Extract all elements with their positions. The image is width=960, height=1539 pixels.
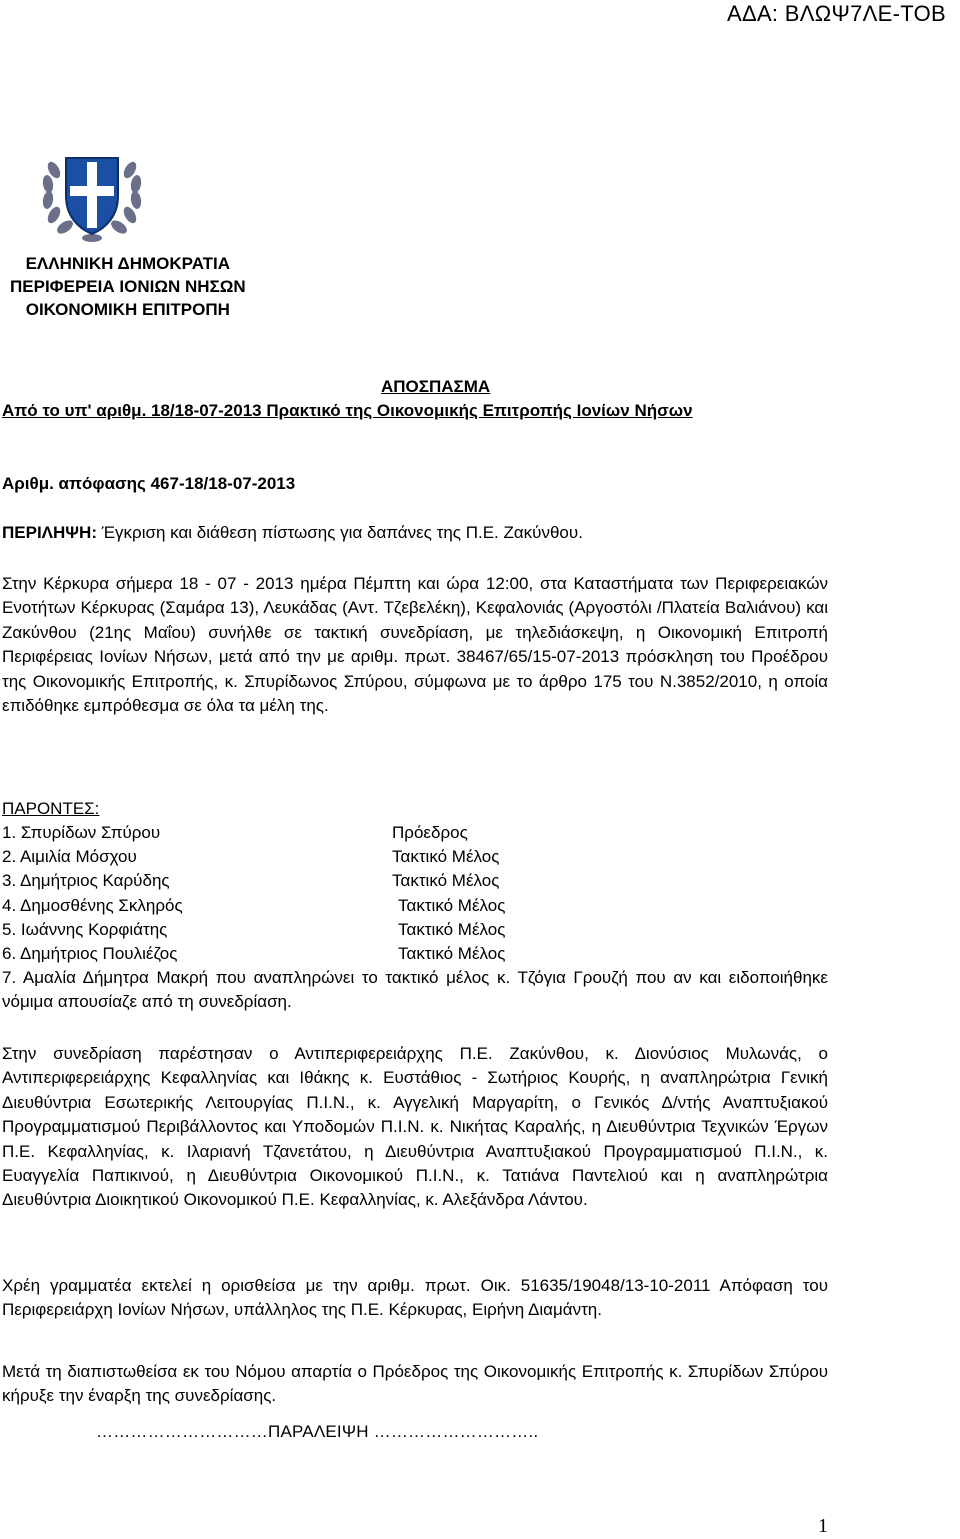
member-name: 5. Ιωάννης Κορφιάτης [2, 920, 168, 939]
greek-coat-of-arms-icon [36, 140, 148, 248]
present-heading: ΠΑΡΟΝΤΕΣ: [2, 799, 100, 818]
summary-text: Έγκριση και διάθεση πίστωσης για δαπάνες της Π.Ε. Ζακύνθου. [97, 523, 583, 542]
issuer-line-committee: ΟΙΚΟΝΟΜΙΚΗ ΕΠΙΤΡΟΠΗ [25, 300, 230, 319]
ada-code: ΑΔΑ: ΒΛΩΨ7ΛΕ-ΤΟΒ [726, 1, 946, 26]
decision-number: Αριθμ. απόφασης 467-18/18-07-2013 [2, 474, 296, 493]
member-seven: 7. Αμαλία Δήμητρα Μακρή που αναπληρώνει το τακτικό μέλος κ. Τζόγια Γρουζή που αν και ειδοποιήθηκε νόμιμα απουσίαζε από τη συνεδρίαση. [2, 968, 828, 1012]
member-name: 4. Δημοσθένης Σκληρός [2, 896, 183, 915]
member-role: Τακτικό Μέλος [398, 944, 506, 963]
issuer-block [10, 252, 246, 321]
member-name: 3. Δημήτριος Καρύδης [2, 871, 170, 890]
omission-line: …………………………ΠΑΡΑΛΕΙΨΗ ……………………….. [96, 1422, 539, 1441]
page-number: 1 [818, 1515, 828, 1537]
member-role: Τακτικό Μέλος [398, 920, 506, 939]
member-name: 6. Δημήτριος Πουλιέζος [2, 944, 178, 963]
announcement-title: ΑΠΟΣΠΑΣΜΑ [381, 377, 491, 396]
attendees-paragraph: Στην συνεδρίαση παρέστησαν ο Αντιπεριφερειάρχης Π.Ε. Ζακύνθου, κ. Διονύσιος Μυλωνάς, ο Αντιπεριφερειάρχης Κεφαλληνίας και Ιθάκης κ. Ευστάθιος - Σωτήριος Κουρής, η αναπληρώτρια Γενική Διευθύντρια Εσωτερικής Λειτουργίας Π.Ι.Ν., κ. Αγγελική Μαργαρίτη, ο Γενικός Δ/ντής Αναπτυξιακού Προγραμματισμού Περιβάλλοντος και Υποδομών Π.Ι.Ν. κ. Νικήτας Καραλής, η Διευθύντρια Τεχνικών Έργων Π.Ε. Κεφαλληνίας, κ. Ιλαριανή Τζανετάτου, η Διευθύντρια Αναπτυξιακού Προγραμματισμού Π.Ι.Ν., κ. Ευαγγελία Παπικινού, η Διευθύντρια Οικονομικού Π.Ι.Ν., κ. Τατιάνα Παντελιού και η αναπληρώτρια Διευθύντρια Διοικητικού Οικονομικού Π.Ε. Κεφαλληνίας, κ. Αλεξάνδρα Λάντου. [2, 1044, 828, 1210]
intro-paragraph: Στην Κέρκυρα σήμερα 18 - 07 - 2013 ημέρα Πέμπτη και ώρα 12:00, στα Καταστήματα των Περιφερειακών Ενοτήτων Κέρκυρας (Σαμάρα 13), Λευκάδας (Αντ. Τζεβελέκη), Κεφαλονιάς (Αργοστόλι /Πλατεία Βαλιάνου) και Ζακύνθου (21ης Μαΐου) συνήλθε σε τακτική συνεδρίαση, με τηλεδιάσκεψη, η Οικονομική Επιτροπή Περιφέρειας Ιονίων Νήσων, μετά από την με αριθμ. πρωτ. 38467/65/15-07-2013 πρόσκληση του Προέδρου της Οικονομικής Επιτροπής, κ. Σπυρίδωνος Σπύρου, σύμφωνα με το άρθρο 175 του Ν.3852/2010, η οποία επιδόθηκε εμπρόθεσμα σε όλα τα μέλη της. [2, 574, 828, 716]
secretary-paragraph: Χρέη γραμματέα εκτελεί η ορισθείσα με την αριθμ. πρωτ. Οικ. 51635/19048/13-10-2011 Απόφαση του Περιφερειάρχη Ιονίων Νήσων, υπάλληλος της Π.Ε. Κέρκυρας, Ειρήνη Διαμάντη. [2, 1276, 828, 1320]
member-name: 1. Σπυρίδων Σπύρου [2, 823, 161, 842]
summary-label: ΠΕΡΙΛΗΨΗ: [2, 523, 97, 542]
member-role: Τακτικό Μέλος [392, 871, 500, 890]
announcement-subtitle: Από το υπ' αριθμ. 18/18-07-2013 Πρακτικό της Οικονομικής Επιτροπής Ιονίων Νήσων [2, 401, 693, 420]
member-role: Τακτικό Μέλος [392, 847, 500, 866]
issuer-line-region: ΠΕΡΙΦΕΡΕΙΑ ΙΟΝΙΩΝ ΝΗΣΩΝ [10, 277, 246, 296]
member-name: 2. Αιμιλία Μόσχου [2, 847, 137, 866]
member-role: Πρόεδρος [392, 823, 468, 842]
issuer-line-republic: ΕΛΛΗΝΙΚΗ ΔΗΜΟΚΡΑΤΙΑ [25, 254, 231, 273]
quorum-paragraph: Μετά τη διαπιστωθείσα εκ του Νόμου απαρτία ο Πρόεδρος της Οικονομικής Επιτροπής κ. Σπυρίδων Σπύρου κήρυξε την έναρξη της συνεδρίασης. [2, 1362, 828, 1406]
member-role: Τακτικό Μέλος [398, 896, 506, 915]
decision-summary [2, 521, 583, 545]
